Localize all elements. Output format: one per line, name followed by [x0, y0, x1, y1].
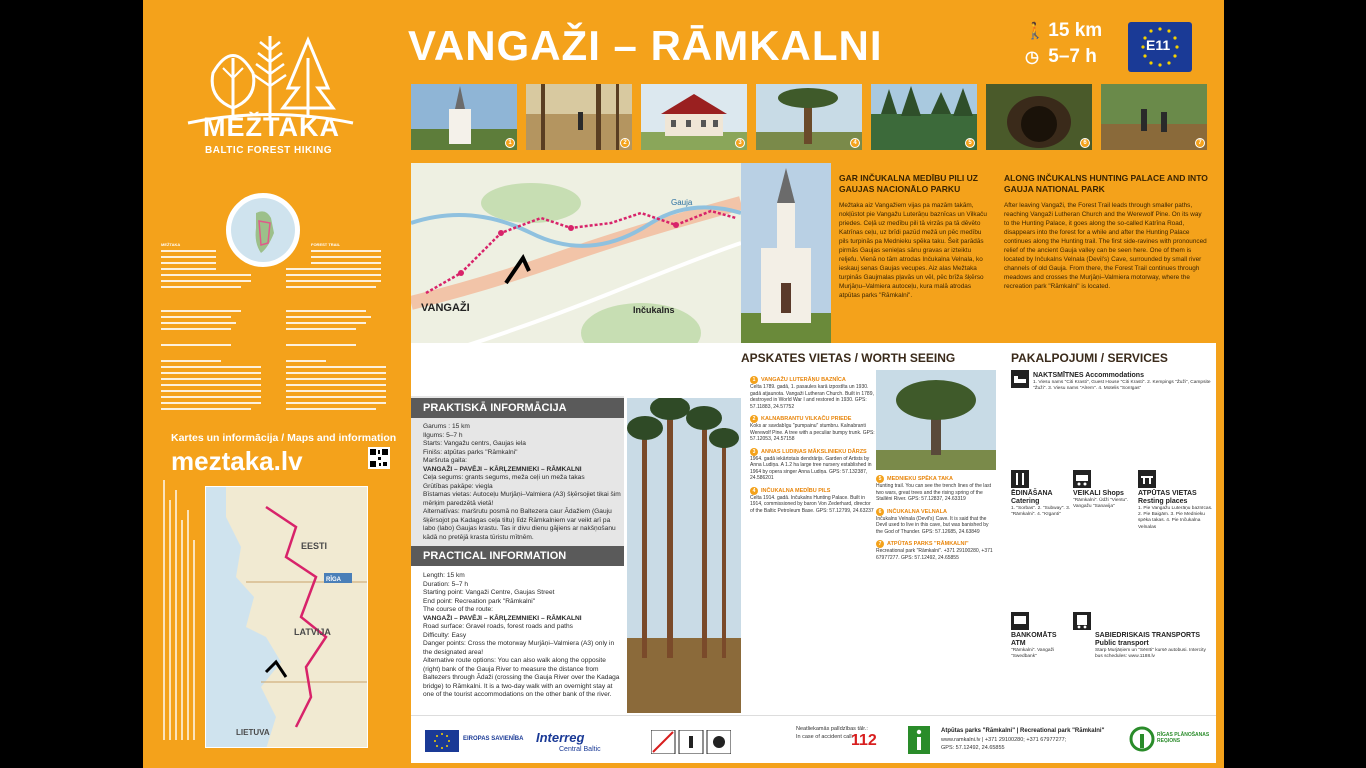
duration-value: 5–7 h — [1048, 46, 1097, 67]
sight-number: 3 — [750, 448, 758, 456]
sight-text: Hunting trail. You can see the trench lines of the last two wars, great trees and the rising spring of the Stallēni River. GPS: 57.12837, 24.63319 — [876, 483, 992, 502]
intro-en-text: After leaving Vangaži, the Forest Trail leads through smaller paths, reaching Vangaži Lutheran Church and the Werewolf Pine. On its way to the Hunting Palace, it goes along the so-called Katrīna Road, disappears into the forest for a while and after the Hunting Palace continues along the Hunting trail. The first side-ravines with pronounced relief of the ancient Gauja valley can be seen here. One of them is located by Inčukalns Velnala (Devil's) Cave, surrounded by small river channels of old Gauja. From there, the Forest Trail continues through meadows and crosses the Murjāņi–Valmiera motorway, where the recreation park "Rāmkalni" is located. — [1004, 202, 1207, 290]
photo-church[interactable] — [411, 84, 517, 150]
practical-info-lv — [423, 423, 623, 542]
photo-pine-tree[interactable] — [756, 84, 862, 150]
photo-number: 3 — [735, 138, 745, 148]
park-gps: GPS: 57.12492, 24.65855 — [941, 745, 1005, 751]
service-shops — [1073, 490, 1133, 510]
sight-title — [750, 415, 875, 423]
photo-hunting-palace[interactable] — [641, 84, 747, 150]
sight-number: 6 — [876, 508, 884, 516]
route-stats — [1025, 18, 1102, 70]
sight-text: Inčukalns Velnala (Devil's) Cave. It is said that the Devil used to live in this cave, but was banished by the God of Thunder. GPS: 57.12685, 24.63849 — [876, 515, 989, 535]
photo-number: 4 — [850, 138, 860, 148]
service-resting-title: ATPŪTAS VIETAS Resting places — [1138, 490, 1197, 505]
practical-line: Alternatīvas: maršrutu posmā no Baltezera caur Ādažiem (Gauju šķērsojot pa Kadagas ceļa tiltu) līdz Rāmkalniem var veikt arī pa labo (labo) Gaujas krastu. Tas ir divu dienu gājiens ar nakšņošanu kādā no pretējā krasta tūristu mītnēm. — [423, 508, 616, 541]
photo-hikers[interactable] — [1101, 84, 1207, 150]
sights-list-2 — [876, 475, 996, 566]
practical-line: VANGAŽI – PAVĒJI – KĀRĻZEMNIEKI – RĀMKALNI — [423, 614, 582, 622]
service-resting-text: 1. Pie Vangažu Luterāņu baznīcas. 2. Pie Baigām. 3. Pie Mednieku spēka takas. 4. Pie Inčukalna Velnalas — [1138, 506, 1213, 530]
practical-line: The course of the route: — [423, 606, 494, 613]
practical-line: Starting point: Vangaži Centre, Gaujas Street — [423, 589, 555, 596]
photo-cave[interactable] — [986, 84, 1092, 150]
practical-line: Starts: Vangažu centrs, Gaujas iela — [423, 440, 526, 447]
sight-title-text: ANNAS LUDIŅAS MĀKSLINIEKU DĀRZS — [761, 448, 867, 455]
sight-item — [750, 448, 875, 482]
sight-text: Celta 1789. gadā, 1. pasaules karā izpostīta un 1930. gadā atjaunota. Vangaži Lutheran Church. Built in 1789, destroyed in World War I and restored in 1930. GPS: 57.11883, 24.57752 — [750, 384, 874, 410]
eu-flag-icon — [425, 730, 459, 752]
intro-en-heading: FOREST TRAIL — [311, 242, 341, 247]
logo-subtitle: BALTIC FOREST HIKING — [205, 145, 333, 156]
clock-icon: ◷ — [1025, 49, 1039, 66]
sight-title — [876, 540, 996, 548]
maps-info-label: Kartes un informācija / Maps and information — [171, 432, 397, 444]
sight-text: Koks ar savdabīgu "pumpainu" stumbru. Kalnabranti Werewolf Pine. A tree with a peculiar bumpy trunk. GPS: 57.12053, 24.57158 — [750, 423, 875, 442]
sight-number: 5 — [876, 475, 884, 483]
practical-line: Ceļa segums: grants segums, meža ceļi un meža takas — [423, 474, 585, 481]
sight-text: Celta 1914. gadā. Inčukalns Hunting Palace. Built in 1914, commissioned by baron Von Zederhard, director of the Baltic Petroleum Base. GPS: 57.12799, 24.63237 — [750, 494, 874, 514]
service-shops-text: "Rāmkalni". Ūdži "Vientu". Vangažu "Sanavija" — [1073, 498, 1129, 510]
practical-line: Alternative route options: You can also walk along the opposite (right) bank of the Gauja River to measure the distance from Baltezers through Ādaži (crossing the Gauja River over the Kadaga bridge) to Rāmkalni. It is a two-day walk with an overnight stay at one of the tourist accommodations on the other bank of the river. — [423, 657, 620, 698]
service-atm-title: BANKOMĀTS ATM — [1011, 632, 1057, 647]
vertical-disclaimer — [161, 480, 201, 750]
service-accommodation-title: NAKTSMĪTNES Accommodations — [1033, 372, 1144, 379]
sight-item — [876, 508, 996, 536]
photo-strip — [411, 84, 1216, 150]
sight-item — [750, 415, 875, 443]
photo-lutheran-church[interactable] — [741, 163, 831, 343]
services-heading: PAKALPOJUMI / SERVICES — [1011, 351, 1168, 365]
sight-title — [750, 448, 875, 456]
sight-number: 2 — [750, 415, 758, 423]
planning-region-logo-icon — [1129, 726, 1155, 754]
practical-line: End point: Recreation park "Rāmkalni" — [423, 597, 536, 605]
map-label-riga: RĪGA — [326, 577, 341, 583]
park-contacts[interactable]: www.ramkalni.lv | +371 29100280; +371 67977277; — [941, 737, 1067, 743]
practical-line: Grūtības pakāpe: viegla — [423, 482, 493, 490]
footer-bar — [411, 715, 1216, 763]
service-catering-title: ĒDINĀŠANA Catering — [1011, 490, 1053, 505]
sight-title — [750, 376, 875, 384]
service-resting — [1138, 490, 1213, 531]
sight-title-text: VANGAŽU LUTERĀŅU BAZNĪCA — [761, 377, 846, 383]
service-catering — [1011, 490, 1071, 518]
practical-line: Bīstamas vietas: Autoceļu Murjāņi–Valmiera (A3) šķērsojiet tikai šim mērķim paredzētā vietā! — [423, 491, 621, 507]
left-text-lines — [161, 248, 386, 430]
sight-item — [876, 540, 996, 561]
distance-value: 15 km — [1048, 20, 1103, 41]
intro-english — [996, 163, 1216, 343]
emergency-label-lv: Neatliekamās palīdzības tālr.: — [796, 726, 868, 732]
sights-list-1 — [750, 376, 875, 519]
sight-title-text: KALNABRANTU VILKAČU PRIEDE — [761, 416, 852, 422]
practical-line: Road surface: Gravel roads, forest roads and paths — [423, 623, 573, 630]
practical-line: Danger points: Cross the motorway Murjāņi–Valmiera (A3) only in the designated area! — [423, 640, 615, 656]
service-transport-text: Starp Murjāņiem un "Sēnīti" kursē autobusi. Intercity bus schedules: www.1188.lv — [1095, 648, 1206, 660]
page-title: VANGAŽI – RĀMKALNI — [408, 22, 883, 69]
practical-line: Maršruta gaita: — [423, 457, 467, 464]
practical-line: Length: 15 km — [423, 572, 465, 579]
map-label-vangazi: VANGAŽI — [421, 302, 470, 314]
intro-lv-heading: MEŽTAKA — [161, 242, 181, 247]
park-info: Atpūtas parks "Rāmkalni" | Recreational park "Rāmkalni" — [941, 728, 1105, 734]
e11-badge — [1128, 22, 1192, 72]
map-label-lithuania: LIETUVA — [236, 728, 270, 737]
photo-number: 6 — [1080, 138, 1090, 148]
photo-forest-path[interactable] — [526, 84, 632, 150]
emergency-label-en: In case of accident call: — [796, 734, 854, 740]
logo-name: MEŽTAKA — [203, 112, 340, 142]
practical-heading-lv: PRAKTISKĀ INFORMĀCIJA — [411, 398, 624, 418]
sight-item — [750, 487, 875, 515]
baltic-route-map[interactable] — [205, 486, 368, 748]
service-accommodation — [1033, 372, 1213, 392]
sight-title — [750, 487, 875, 495]
sight-number: 4 — [750, 487, 758, 495]
service-shops-title: VEIKALI Shops — [1073, 490, 1124, 497]
fork-knife-icon — [1011, 470, 1029, 488]
sight-text: Recreational park "Rāmkalni". +371 29100280, +371 67977277. GPS: 57.12492, 24.65855 — [876, 548, 993, 561]
sight-item — [750, 376, 875, 410]
qr-code-icon[interactable] — [368, 447, 390, 469]
sight-number: 1 — [750, 376, 758, 384]
cart-icon — [1073, 470, 1091, 488]
interreg-logo: Interreg — [536, 730, 585, 745]
intro-lv-heading: GAR INČUKALNA MEDĪBU PILI UZ GAUJAS NACIONĀLO PARKU — [839, 173, 978, 194]
eu-label: EIROPAS SAVIENĪBA — [463, 736, 524, 742]
info-icon — [908, 726, 930, 754]
map-label-latvia: LATVIJA — [294, 627, 331, 637]
route-badge-label: E11 — [1146, 37, 1171, 53]
sight-title — [876, 475, 996, 483]
map-label-incukalns: Inčukalns — [633, 305, 675, 315]
planning-region-label: RĪGAS PLĀNOŠANAS REĢIONS — [1157, 732, 1210, 744]
sight-title — [876, 508, 996, 516]
photo-number: 5 — [965, 138, 975, 148]
service-atm-text: "Rāmkalni". Vangaži "Swedbank" — [1011, 648, 1055, 660]
bus-icon — [1073, 612, 1091, 630]
sight-item — [876, 475, 996, 503]
hiker-icon: 🚶 — [1025, 23, 1045, 40]
practical-heading-en: PRACTICAL INFORMATION — [411, 546, 624, 566]
service-catering-text: 1. "Sorbas". 2. "Subway". 3. "Rāmkalni". 4. "Kīganti" — [1011, 506, 1071, 518]
practical-line: Ilgums: 5–7 h — [423, 431, 463, 439]
rule-icons — [651, 730, 731, 754]
photo-number: 2 — [620, 138, 630, 148]
service-transport-title: SABIEDRISKAIS TRANSPORTS Public transport — [1095, 632, 1201, 647]
website-link[interactable]: meztaka.lv — [171, 446, 303, 476]
intro-en-heading: ALONG INČUKALNS HUNTING PALACE AND INTO GAUJA NATIONAL PARK — [1004, 173, 1208, 194]
practical-line: Difficulty: Easy — [423, 631, 467, 639]
sight-number: 7 — [876, 540, 884, 548]
atm-icon — [1011, 612, 1029, 630]
practical-info-en — [423, 572, 623, 700]
sights-heading: APSKATES VIETAS / WORTH SEEING — [741, 351, 956, 365]
service-transport — [1095, 632, 1213, 660]
photo-number: 7 — [1195, 138, 1205, 148]
service-atm — [1011, 632, 1071, 660]
bed-icon — [1011, 370, 1029, 388]
info-board — [143, 0, 1224, 768]
sight-title-text: ATPŪTAS PARKS "RĀMKALNI" — [887, 541, 969, 547]
service-accommodation-text: 1. Viesu nams "Citi Krasti", Guest House "Citi Krasti". 2. Kempings "Žuži", Campsite "Žuži". 3. Viesu nams "Alrem". 4. Motelis "Sonīgas" — [1033, 380, 1211, 392]
practical-line: Duration: 5–7 h — [423, 580, 469, 588]
emergency-number[interactable]: 112 — [851, 732, 877, 749]
map-label-gauja: Gauja — [671, 198, 693, 207]
photo-werewolf-pine[interactable] — [876, 370, 996, 470]
photo-number: 1 — [505, 138, 515, 148]
practical-line: VANGAŽI – PAVĒJI – KĀRĻZEMNIEKI – RĀMKALNI — [423, 465, 582, 473]
intro-lv-text: Mežtaka aiz Vangažiem vijas pa mazām takām, nokļūstot pie Vangažu Luterāņu baznīcas un Vilkaču priedes. Ceļā uz medību pili tā virzās pa tā dēvēto Katrīnas ceļu, uz brīdi pazūd mežā un pēc medību pils turpinās pa Mednieku spēka taku. Šeit parādās pirmās Gaujas senieļas sānu gravas ar izteiktu reljefu. Vienā no tām atrodas Inčukalna Velnala, ko ieskauj senas Gaujas vecupes. Aiz alas Mežtaka turpinās Gaujmalas pļavās un vēl, pēc brīža šķērso Murjāņu–Valmiera autoceļu, kura malā atrodas atpūtas parks "Rāmkalni". — [839, 202, 987, 299]
map-label-estonia: EESTI — [301, 541, 328, 551]
sight-title-text: INČUKALNA MEDĪBU PILS — [761, 487, 831, 494]
photo-river-forest[interactable] — [871, 84, 977, 150]
picnic-table-icon — [1138, 470, 1156, 488]
interreg-subtitle: Central Baltic — [559, 746, 601, 753]
sight-title-text: INČUKALNA VELNALA — [887, 508, 947, 515]
photo-pine-forest[interactable] — [627, 398, 741, 713]
left-column — [143, 0, 403, 768]
sight-text: 1964. gadā iekārtotais dendrārijs. Garden of Artists by Anna Ludiņa. A 1.2 ha large tree nursery established in 1964 by opera singer Anna Ludiņa. GPS: 57.132387, 24.586201 — [750, 455, 872, 481]
practical-line: Finišs: atpūtas parks "Rāmkalni" — [423, 448, 518, 456]
practical-line: Garums : 15 km — [423, 423, 470, 430]
intro-latvian — [831, 163, 996, 343]
sight-title-text: MEDNIEKU SPĒKA TAKA — [887, 476, 954, 482]
